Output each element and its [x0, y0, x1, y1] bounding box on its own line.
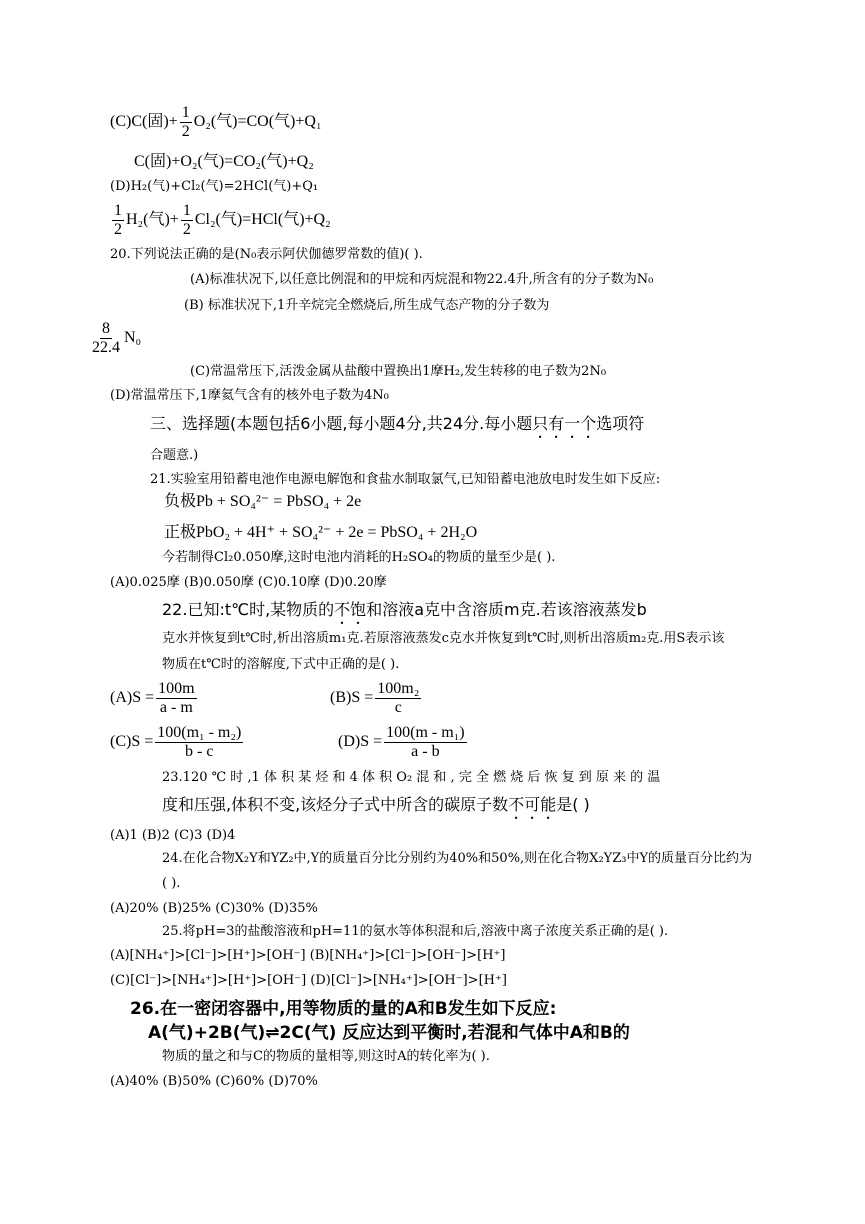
- q22-a-label: (A)S =: [110, 688, 155, 706]
- frac-den: a - b: [411, 742, 440, 760]
- q22-option-a: [110, 680, 199, 716]
- frac-num: 100(m - m₁): [386, 724, 465, 741]
- q26-line3: 物质的量之和与C的物质的量相等,则这时A的转化率为( ).: [162, 1049, 490, 1064]
- frac-num: 100m: [158, 680, 195, 697]
- fraction: [155, 724, 243, 760]
- q22-option-b: [330, 680, 423, 716]
- section-title-pre: 三、选择题(本题包括6小题,每小题4分,共24分.每小题: [150, 414, 533, 433]
- q25-options-ab: (A)[NH₄⁺]>[Cl⁻]>[H⁺]>[OH⁻] (B)[NH₄⁺]>[Cl⁻]>[OH⁻]>[H⁺]: [110, 948, 506, 963]
- section-title-post: 选项符: [596, 414, 645, 433]
- frac-den: 2: [181, 122, 190, 140]
- q23-options: (A)1 (B)2 (C)3 (D)4: [110, 828, 236, 843]
- fraction: [384, 724, 466, 760]
- fraction: [375, 680, 421, 716]
- q26-line1: 26.在一密闭容器中,用等物质的量的A和B发生如下反应:: [130, 999, 557, 1019]
- q25-options-cd: (C)[Cl⁻]>[NH₄⁺]>[H⁺]>[OH⁻] (D)[Cl⁻]>[NH₄⁺]>[OH⁻]>[H⁺]: [110, 973, 507, 988]
- q20-option-a: (A)标准状况下,以任意比例混和的甲烷和丙烷混和物22.4升,所含有的分子数为N₀: [190, 272, 654, 287]
- q19-option-d-line1: (D)H₂(气)+Cl₂(气)=2HCl(气)+Q₁: [110, 179, 319, 194]
- frac-den: b - c: [185, 742, 214, 760]
- frac-den: c: [394, 698, 402, 716]
- frac-den: 2: [114, 220, 122, 238]
- frac-num: 1: [181, 104, 190, 121]
- fraction: [180, 104, 192, 140]
- q22-stem-emphasis: 不饱: [334, 600, 367, 619]
- frac-den: 22.4: [92, 338, 120, 356]
- q20-option-b: (B) 标准状况下,1升辛烷完全燃烧后,所生成气态产物的分子数为: [184, 298, 550, 313]
- q22-option-d: [338, 724, 469, 760]
- q26-options: (A)40% (B)50% (C)60% (D)70%: [110, 1074, 318, 1089]
- q22-c-label: (C)S =: [110, 732, 154, 750]
- frac-num: 100(m₁ - m₂): [157, 724, 242, 741]
- q20-option-b-fraction: [88, 320, 141, 356]
- q22-line2: 克水并恢复到t℃时,析出溶质m₁克.若原溶液蒸发c克水并恢复到t℃时,则析出溶质m₂克.用S表示该: [162, 631, 725, 646]
- q22-option-c: [110, 724, 245, 760]
- q19-d-mid: H₂(气)+: [126, 210, 179, 228]
- frac-num: 8: [102, 320, 110, 337]
- q23-line1: 23.120 ℃ 时 ,1 体 积 某 烃 和 4 体 积 O₂ 混 和 , 完 全 燃 烧 后 恢 复 到 原 来 的 温: [162, 770, 661, 785]
- fraction: [156, 680, 196, 716]
- q21-positive-electrode: 正极PbO₂ + 4H⁺ + SO₄²⁻ + 2e = PbSO₄ + 2H₂O: [164, 524, 478, 541]
- section-title-line2: 合题意.): [150, 448, 199, 463]
- q20-option-c: (C)常温常压下,活泼金属从盐酸中置换出1摩H₂,发生转移的电子数为2N₀: [190, 364, 607, 379]
- q22-stem-pre: 22.已知:t℃时,某物质的: [162, 600, 335, 619]
- q19-c-pre: (C)C(固)+: [110, 112, 178, 130]
- q23-line2-emphasis: 不可能: [508, 795, 557, 814]
- q24-blank: ( ).: [162, 876, 181, 891]
- q25-stem: 25.将pH=3的盐酸溶液和pH=11的氨水等体积混和后,溶液中离子浓度关系正确的是( ).: [162, 924, 669, 939]
- q19-option-d-line2: [110, 202, 331, 238]
- q24-stem: 24.在化合物X₂Y和YZ₂中,Y的质量百分比分别约为40%和50%,则在化合物X₂YZ₃中Y的质量百分比约为: [162, 851, 753, 866]
- q19-option-c-line1: [110, 104, 322, 140]
- q21-negative-electrode: 负极Pb + SO₄²⁻ = PbSO₄ + 2e: [164, 493, 362, 510]
- q21-options: (A)0.025摩 (B)0.050摩 (C)0.10摩 (D)0.20摩: [110, 575, 387, 590]
- frac-num: 100m₂: [377, 680, 420, 697]
- q22-stem-post: 和溶液a克中含溶质m克.若该溶液蒸发b: [366, 600, 647, 619]
- frac-den: a - m: [159, 698, 193, 716]
- q22-b-label: (B)S =: [330, 688, 374, 706]
- q23-line2-post: 是( ): [556, 795, 590, 814]
- frac-num: 1: [182, 202, 191, 219]
- section-title-emphasis: 只有一个: [532, 414, 597, 433]
- q24-options: (A)20% (B)25% (C)30% (D)35%: [110, 901, 318, 916]
- q23-line2-pre: 度和压强,体积不变,该烃分子式中所含的碳原子数: [162, 795, 509, 814]
- q22-line3: 物质在t℃时的溶解度,下式中正确的是( ).: [162, 657, 400, 672]
- frac-den: 2: [182, 220, 191, 238]
- fraction: [181, 202, 193, 238]
- section-title: [150, 414, 644, 442]
- q21-question: 今若制得Cl₂0.050摩,这时电池内消耗的H₂SO₄的物质的量至少是( ).: [162, 550, 556, 565]
- fraction: [112, 202, 124, 238]
- frac-num: 1: [114, 202, 122, 219]
- q23-line2: [162, 795, 590, 823]
- q20-stem: 20.下列说法正确的是(N₀表示阿伏伽德罗常数的值)( ).: [110, 247, 423, 262]
- fraction: [90, 320, 122, 356]
- q21-stem: 21.实验室用铅蓄电池作电源电解饱和食盐水制取氯气,已知铅蓄电池放电时发生如下反应:: [150, 472, 661, 487]
- frac-post: N₀: [124, 328, 142, 346]
- q19-option-c-line2: C(固)+O₂(气)=CO₂(气)+Q₂: [134, 153, 314, 170]
- q19-c-post: O₂(气)=CO(气)+Q₁: [193, 112, 322, 130]
- q22-stem: [162, 600, 647, 628]
- q19-d-post: Cl₂(气)=HCl(气)+Q₂: [194, 210, 331, 228]
- q22-d-label: (D)S =: [338, 732, 383, 750]
- q26-line2: A(气)+2B(气)⇌2C(气) 反应达到平衡时,若混和气体中A和B的: [148, 1023, 630, 1043]
- q20-option-d: (D)常温常压下,1摩氦气含有的核外电子数为4N₀: [110, 388, 389, 403]
